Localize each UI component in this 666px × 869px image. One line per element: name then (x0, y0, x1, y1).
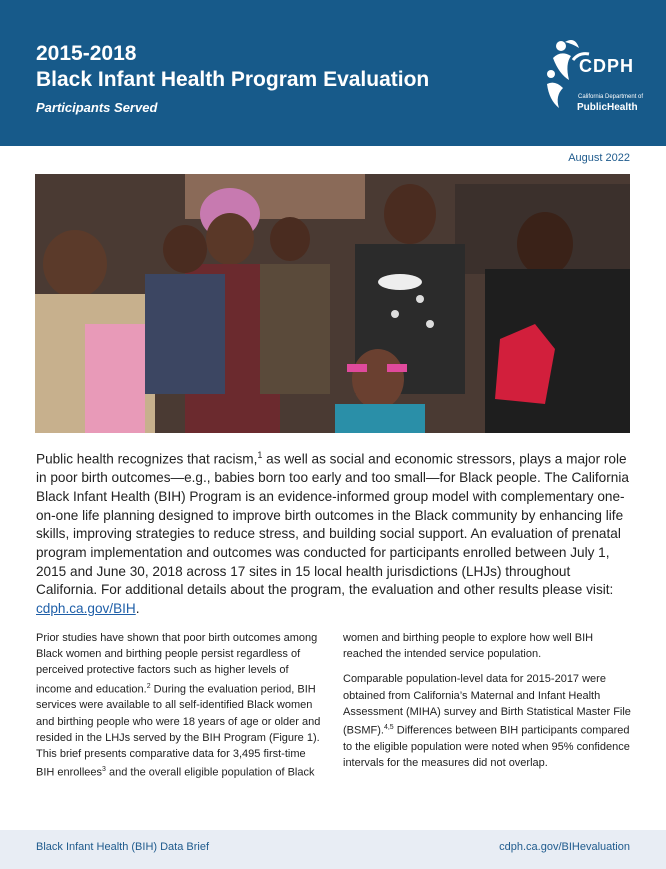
footnote-ref-3: 3 (102, 766, 106, 774)
right-text-1: Comparable population-level data for 2015-2017 were obtained from California’s Maternal and Infant Health Assessment (MIHA) survey and Birth Statistical Master File (BSMF). (343, 673, 631, 737)
left-text-1: Prior studies have shown that poor birth outcomes among Black women and birthing people persist regardless of perceived protective factors such as higher levels of income and education. (36, 632, 318, 696)
header-banner (0, 0, 666, 146)
left-column-paragraph (36, 630, 326, 781)
title-year: 2015-2018 (36, 42, 137, 65)
logo-acronym: CDPH (579, 56, 635, 76)
left-column (36, 630, 326, 790)
left-text-3: and the overall eligible population of Black (105, 766, 315, 779)
group-photo-illustration (35, 174, 630, 433)
footnote-ref-4-5: 4,5 (383, 724, 394, 732)
left-text-2: During the evaluation period, BIH services were available to all self-identified Black women and birthing people who were 18 years of age or older and resided in the LHJs served by the BIH Program (Figure 1). This brief presents comparative data for 3,495 first-time BIH enrollees (36, 683, 321, 779)
right-column (343, 630, 633, 780)
intro-text-end: . (135, 601, 140, 617)
group-photo (35, 174, 630, 433)
intro-text-part2: as well as social and economic stressors, plays a major role in poor birth outcomes—e.g., babies born too early and too small—for Black people. The California Black Infant Health (BIH) Program is an evidence-informed group model with complementary one-on-one life planning designed to improve birth outcomes in the Black community by enhancing life skills, improving strategies to reduce stress, and building social support. An evaluation of prenatal program implementation and outcomes was conducted for participants enrolled between July 1, 2015 and June 30, 2018 across 17 sites in 15 local health jurisdictions (LHJs) throughout California. For additional details about the program, the evaluation and other results please visit: (36, 451, 629, 598)
footer-bar (0, 830, 666, 869)
logo-bold-text: PublicHealth (577, 102, 638, 113)
title-program: Black Infant Health Program Evaluation (36, 68, 430, 91)
right-column-paragraph-2 (343, 671, 633, 771)
subtitle: Participants Served (36, 100, 158, 115)
logo-small-text: California Department of (578, 94, 644, 100)
bih-link[interactable]: cdph.ca.gov/BIH (36, 601, 136, 617)
footnote-ref-1: 1 (257, 450, 263, 460)
publication-date: August 2022 (568, 152, 630, 164)
intro-paragraph (36, 446, 632, 619)
right-column-paragraph-1: women and birthing people to explore how well BIH reached the intended service population. (343, 632, 594, 661)
footer-brief-title: Black Infant Health (BIH) Data Brief (36, 841, 210, 853)
footnote-ref-2: 2 (146, 682, 151, 690)
footer-url[interactable]: cdph.ca.gov/BIHevaluation (499, 841, 630, 853)
right-text-2: Differences between BIH participants compared to the eligible population were noted when 95% confidence intervals for the measures did not overlap. (343, 724, 630, 770)
intro-text-part1: Public health recognizes that racism, (36, 451, 258, 467)
